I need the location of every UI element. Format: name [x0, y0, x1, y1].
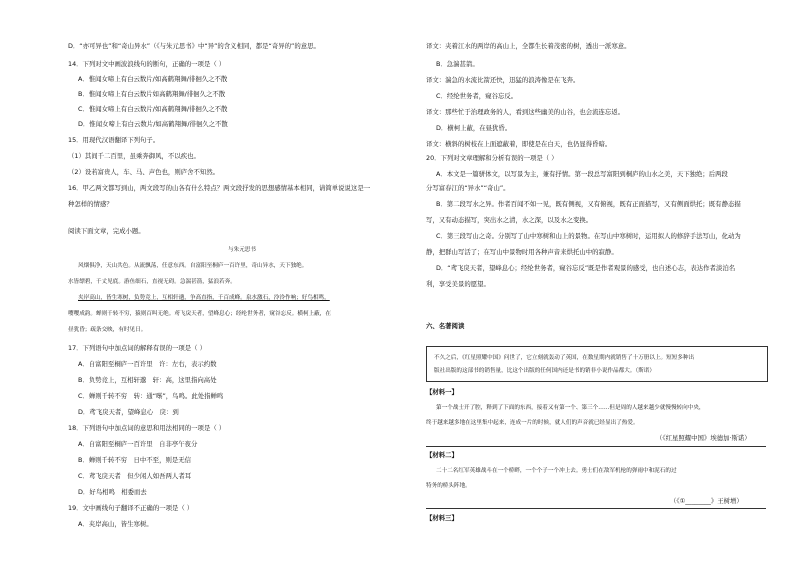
sentence-2: （2）设若富贵人，车、马、声色也，则庐舍不知然。	[68, 168, 220, 176]
material-3-label: 【材料三】	[426, 514, 458, 522]
translation-line: 译文：那些忙于治理政务的人，看到这些幽美的山谷，也会流连忘返。	[426, 108, 625, 116]
option-b: B．蝉则千转不穷 日中不至，则是无信	[78, 456, 192, 464]
option-c: C．惟闻女啼上有白云数片/如高鹤翔舞/徘徊久之不散	[78, 105, 228, 113]
divider	[426, 446, 766, 447]
divider	[426, 508, 766, 509]
question-19: 19．文中画线句子翻译不正确的一项是（ ）	[68, 504, 194, 512]
option-c: C．经纶世务者，窥谷忘反。	[436, 92, 518, 100]
option-b: B．第二段写水之异。作者百闻不如一见，既有侧视，又有俯视，既有正面描写，又有侧面烘托；既有静态描	[436, 200, 741, 208]
material-line: 第一个战士开了腔，释到了下面的东西，接着又有第一个、第三个……但是周的人越来越少就慢慢转向中央，	[436, 405, 705, 411]
option-a: A．自富阳至桐庐一百许里 许：左右，表示约数	[78, 360, 217, 368]
option-d: D．鸢飞戾天者，望峰息心 戾：到	[78, 408, 179, 416]
material-1-label: 【材料一】	[426, 388, 458, 396]
sentence-1: （1）其间千二百里，虽乘奔御风，不以疾也。	[68, 152, 200, 160]
question-15: 15．用现代汉语翻译下列句子。	[68, 136, 160, 144]
section-heading: 六、名著阅读	[426, 322, 465, 330]
option-a: A．自富阳至桐庐一百许里 自非亭午夜分	[78, 440, 198, 448]
material-source: （《①________》王树增）	[670, 497, 743, 505]
question-20: 20．下列对文章理解和分析有误的一项是（ ）	[426, 154, 558, 162]
material-source: （《红星照耀中国》埃德加·斯诺）	[656, 434, 751, 442]
translation-line: 译文：夹着江水的两岸的高山上，全都生长着茂密的树，透出一派寒意。	[426, 42, 631, 50]
quote-line: 版社出版的这部书的销售量，比这个出版的任何国内还是书的销非小说作品都大。（斯诺）	[434, 368, 655, 374]
option-c-cont: 静，把群山写活了；在写山中景物时用各种声音来烘托山中的寂静。	[426, 248, 618, 256]
translation-line: 译文：湍急的水流比箭还快，迅猛的浪涛像是在飞奔。	[426, 76, 580, 84]
translation-line: 译文：横斜的树枝在上面遮蔽着，即使是在白天，也仍显得昏暗。	[426, 140, 612, 148]
question-17: 17．下列语句中加点词的解释有误的一项是（ ）	[68, 344, 206, 352]
option-b: B．负势竞上，互相轩邈 轩：高，这里指向高处	[78, 376, 217, 384]
question-16-cont: 种怎样的情感？	[68, 200, 113, 208]
material-line: 终于越来越多地在这里集中起来，连成一片的时候，就人们的声音就已经显出了热爱。	[426, 420, 639, 426]
option-d: D．“鸢飞戾天者，望峰息心；经纶世务者，窥谷忘反”既是作者观景的感受，也自述心志，表达作者淡泊名	[436, 264, 736, 272]
material-line: 二十二名红军英雄战斗在一个桥畔，一个个子一个冲上去。勇士们在敌军机枪的弹雨中和泥石的过	[436, 468, 677, 474]
option-a: A．夹岸高山，皆生寒树。	[78, 520, 153, 528]
passage-line: 昼犹昏；疏条交映，有时见日。	[68, 327, 147, 333]
option-d: D．横柯上蔽，在昼犹昏。	[436, 124, 512, 132]
option-b-cont: 写，又有动态描写，突出水之清，水之深，以及水之变换。	[426, 216, 593, 224]
quote-line: 不久之后，《红星照耀中国》问世了，它立刻就轰动了英国，在数星期内就销售了十万册以上。短短多种出	[434, 355, 695, 361]
passage-line: 水皆缥碧，千丈见底。游鱼细石，直视无碍。急湍甚箭，猛浪若奔。	[68, 279, 236, 285]
question-14: 14．下列对文中画波浪线句的断句，正确的一项是（ ）	[68, 60, 226, 68]
option-a: A．惟闻女啼上有白云数片/如高鹤翔舞/徘徊久之不散	[78, 75, 228, 83]
option-c: C．第三段写山之奇。分别写了山中寒树和山上的景物。在写山中寒树时，运用拟人的修辞手法写山，化动为	[436, 232, 741, 240]
passage-title: 与朱元思书	[228, 247, 256, 253]
option-d-cont: 利，享受美景的愿望。	[426, 280, 490, 288]
passage-line: 风烟俱净，天山共色。从流飘荡，任意东西。自富阳至桐庐一百许里，奇山异水，天下独绝。	[78, 263, 308, 269]
passage-line: 嘤嘤成韵。蝉则千转不穷，猿则百叫无绝。鸢飞戾天者，望峰息心；经纶世务者，窥谷忘反。横柯上蔽，在	[68, 311, 331, 317]
material-2-label: 【材料二】	[426, 451, 458, 459]
material-line: 特务的桥头阵地。	[426, 483, 471, 489]
question-16: 16．甲乙两文都写到山，两文段写的山各有什么特点？两文段抒发的思想感情基本相同，请简单说说这是一	[68, 184, 371, 192]
option-c: C．蝉则千转不穷 转：通“啭”，鸟鸣。此处指蝉鸣	[78, 392, 224, 400]
quote-box	[426, 346, 768, 382]
passage-line: 夹岸高山，皆生寒树，负势竞上，互相轩邈，争高直指，千百成峰。泉水激石，泠泠作响；好鸟相鸣，	[78, 295, 330, 301]
text-line: D．“亦可异也”和“奇山异水”（《与朱元思书》中“异”的含义相同，都是“奇异的”的意思。	[68, 42, 320, 50]
option-d: D．惟闻女啼上有白云数片/如高鹤翔舞/徘徊久之不散	[78, 120, 228, 128]
option-a: A．本文是一篇骈体文，以写景为主，兼有抒情。第一段总写富阳到桐庐的山水之美，天下独绝；后两段	[436, 170, 728, 178]
option-b: B．急湍甚箭。	[436, 60, 479, 68]
option-d: D．好鸟相鸣 相委而去	[78, 488, 147, 496]
option-a-cont: 分写富春江的“异水”“奇山”。	[426, 184, 510, 192]
option-c: C．鸢飞戾天者 但少闲人如吾两人者耳	[78, 472, 192, 480]
reading-instruction: 阅读下面文章，完成小题。	[68, 227, 145, 235]
question-18: 18．下列语句中加点词的意思和用法相同的一项是（ ）	[68, 424, 226, 432]
option-b: B．惟闻女啼上有白云数片如高鹤翔舞/徘徊久之不散	[78, 90, 226, 98]
